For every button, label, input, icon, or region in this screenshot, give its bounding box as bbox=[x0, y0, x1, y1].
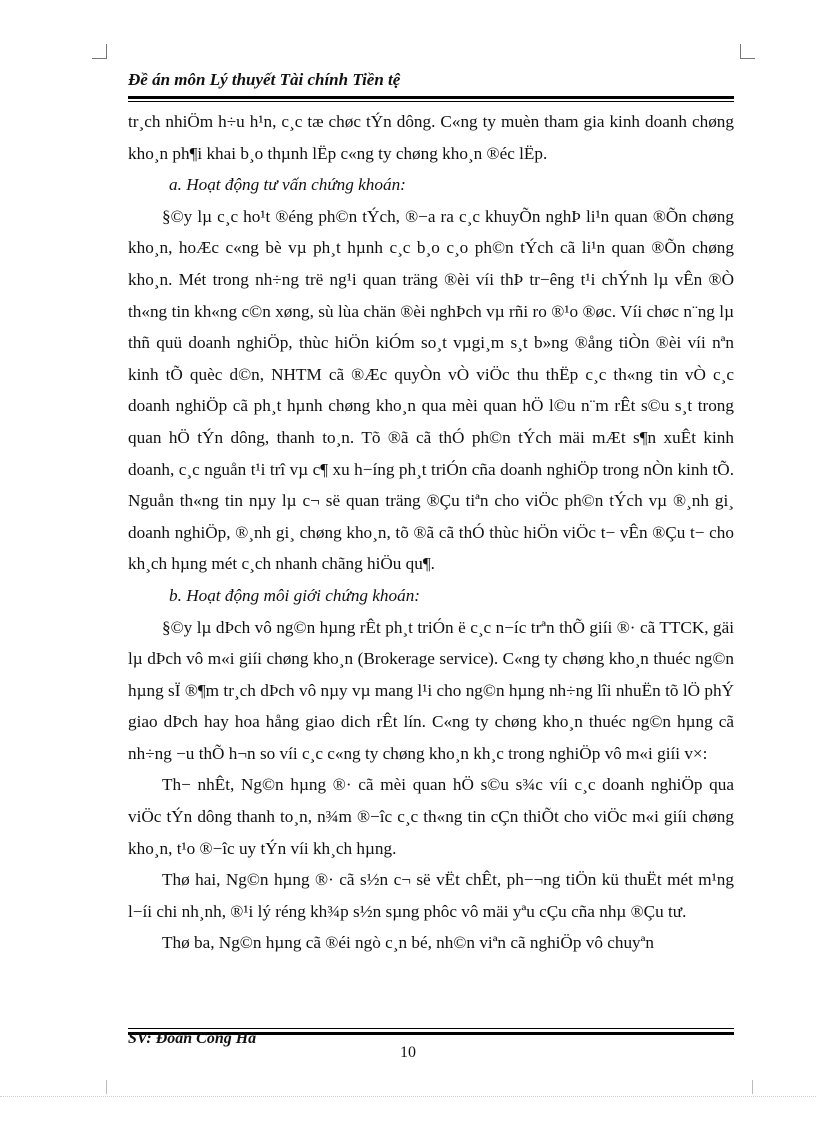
paragraph-3: §©y lµ dÞch vô ng©n hµng rÊt ph¸t triÓn ë c¸c n−íc trªn thÕ giíi ®· cã TTCK, gäi lµ dÞch vô m«i giíi chøng kho¸n (Brokerage service). C«ng ty chøng kho¸n thuéc ng©n hµng sÏ ®¶m tr¸ch dÞch vô nµy vµ mang l¹i cho ng©n hµng nh÷ng lîi nhuËn tõ lÖ phÝ giao dÞch hay hoa hång giao dich rÊt lín. C«ng ty chøng kho¸n thuéc ng©n hµng cã nh÷ng −u thÕ h¬n so víi c¸c c«ng ty chøng kho¸n kh¸c trong nghiÖp vô m«i giíi v×: bbox=[128, 617, 734, 763]
footer-rule-thin bbox=[128, 1028, 734, 1029]
crop-mark-bottom-right bbox=[752, 1080, 767, 1094]
header-rule-thin bbox=[128, 101, 734, 102]
crop-mark-top-left bbox=[92, 44, 107, 59]
footer-student-name: SV: Đoàn Công Hà bbox=[128, 1030, 257, 1047]
paragraph-4: Th− nhÊt, Ng©n hµng ®· cã mèi quan hÖ s©u s¾c víi c¸c doanh nghiÖp qua viÖc tÝn dông thanh to¸n, n¾m ®−îc c¸c th«ng tin cÇn thiÕt cho viÖc m«i giíi chøng kho¸n, t¹o ®−îc uy tÝn víi kh¸ch hµng. bbox=[128, 775, 734, 858]
page-number: 10 bbox=[400, 1044, 416, 1061]
section-heading-a: a. Hoạt động tư vấn chứng khoán: bbox=[169, 175, 406, 195]
paragraph-1: tr¸ch nhiÖm h÷u h¹n, c¸c tæ chøc tÝn dông. C«ng ty muèn tham gia kinh doanh chøng kho¸n ph¶i khai b¸o thµnh lËp c«ng ty chøng kho¸n ®éc lËp. bbox=[128, 112, 734, 163]
crop-mark-bottom-left bbox=[92, 1080, 107, 1094]
body-text bbox=[128, 106, 734, 959]
page-header-title: Đề án môn Lý thuyết Tài chính Tiền tệ bbox=[128, 70, 401, 89]
section-heading-b: b. Hoạt động môi giới chứng khoán: bbox=[169, 585, 421, 605]
paragraph-5: Thø hai, Ng©n hµng ®· cã s½n c¬ së vËt chÊt, ph−¬ng tiÖn kü thuËt mét m¹ng l−íi chi nh¸nh, ®¹i lý réng kh¾p s½n sµng phôc vô mäi yªu cÇu cña nhµ ®Çu tư. bbox=[128, 870, 734, 921]
crop-mark-top-right bbox=[740, 44, 755, 59]
header-rule-thick bbox=[128, 96, 734, 99]
paragraph-2: §©y lµ c¸c ho¹t ®éng ph©n tÝch, ®−a ra c¸c khuyÕn nghÞ li¹n quan ®Õn chøng kho¸n, hoÆc c«ng bè vµ ph¸t hµnh c¸c b¸o c¸o ph©n tÝch cã li¹n quan ®Õn chøng kho¸n. Mét trong nh÷ng trë ng¹i quan träng ®èi víi thÞ tr−êng t¹i chÝnh lµ vÊn ®Ò th«ng tin kh«ng c©n xøng, sù lùa chän ®èi nghÞch vµ rñi ro ®¹o ®øc. Víi chøc n¨ng lµ thñ quü doanh nghiÖp, thùc hiÖn kiÓm so¸t vµgi¸m s¸t b»ng ®ång tiÒn ®èi víi nªn kinh tÕ quèc d©n, NHTM cã ®Æc quyÒn vÒ viÖc thu thËp c¸c th«ng tin vÒ c¸c doanh nghiÖp cã ph¸t hµnh chøng kho¸n qua mèi quan hÖ l©u n¨m rÊt s©u s¸t trong quan hÖ tÝn dông, thanh to¸n. Tõ ®ã cã thÓ ph©n tÝch mäi mÆt s¶n xuÊt kinh doanh, c¸c nguån t¹i trî vµ c¶ xu h−íng ph¸t triÓn cña doanh nghiÖp trong nÒn kinh tÕ. Nguån th«ng tin nµy lµ c¬ së quan träng ®Çu tiªn cho viÖc ph©n tÝch vµ ®¸nh gi¸ doanh nghiÖp, ®¸nh gi¸ chøng kho¸n, tõ ®ã cã thÓ thùc hiÖn viÖc t− vÊn ®Çu t− cho kh¸ch hµng mét c¸ch nhanh chãng hiÖu qu¶. bbox=[128, 206, 734, 574]
paragraph-6: Thø ba, Ng©n hµng cã ®éi ngò c¸n bé, nh©n viªn cã nghiÖp vô chuyªn bbox=[162, 933, 654, 953]
page-edge-dotted-line bbox=[0, 1096, 816, 1097]
